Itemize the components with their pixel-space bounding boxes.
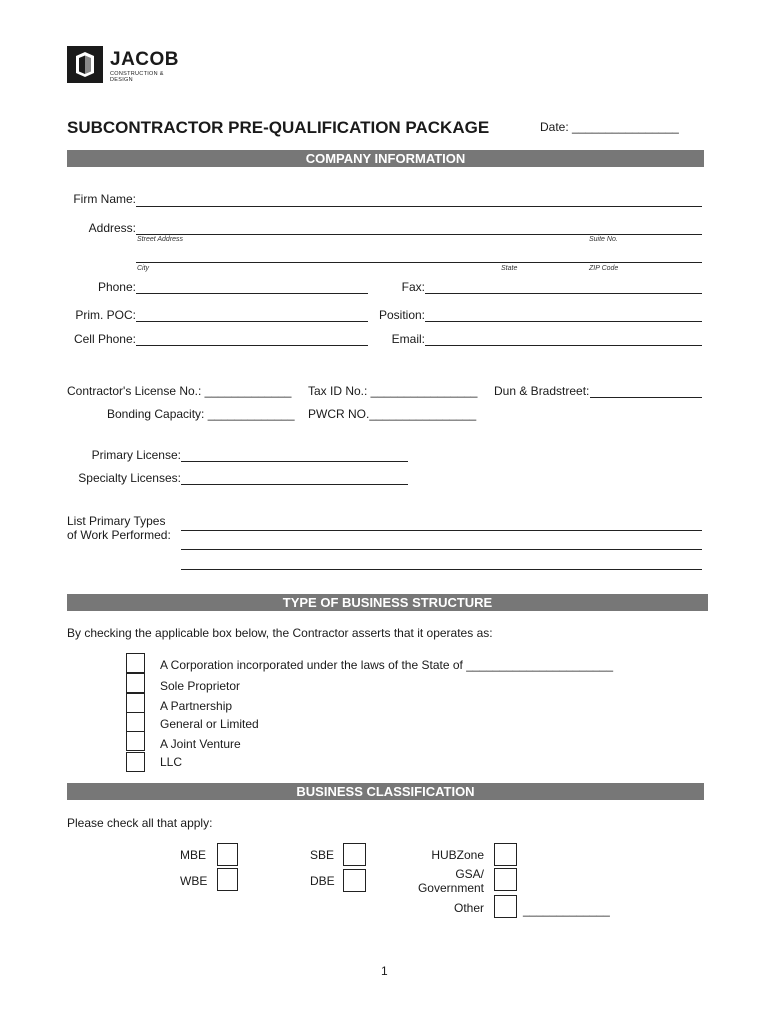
specialty-licenses-label: Specialty Licenses: [78, 471, 181, 485]
work-types-label-1: List Primary Types [67, 514, 166, 528]
mbe-checkbox[interactable] [217, 843, 238, 866]
cell-phone-label: Cell Phone: [73, 332, 136, 346]
logo-tagline: CONSTRUCTION & DESIGN [110, 71, 164, 83]
contractor-license-field[interactable]: Contractor's License No.: _____________ [67, 384, 292, 398]
option-joint-venture: A Joint Venture [160, 737, 241, 751]
sbe-label: SBE [310, 848, 335, 862]
specialty-licenses-field[interactable] [181, 484, 408, 485]
date-field[interactable]: Date: ________________ [540, 120, 679, 134]
option-partnership: A Partnership [160, 699, 233, 713]
hubzone-checkbox[interactable] [494, 843, 517, 866]
joint-venture-checkbox[interactable] [126, 731, 145, 751]
option-corporation: A Corporation incorporated under the laws of the State of ______________________ [160, 658, 614, 672]
option-general-limited: General or Limited [160, 717, 259, 731]
page-title: SUBCONTRACTOR PRE-QUALIFICATION PACKAGE [67, 118, 490, 137]
work-types-field-2[interactable] [181, 549, 702, 550]
section-business-classification: BUSINESS CLASSIFICATION [67, 783, 704, 800]
dun-bradstreet-label: Dun & Bradstreet: [494, 384, 590, 398]
option-sole-proprietor: Sole Proprietor [160, 679, 241, 693]
zip-hint: ZIP Code [589, 265, 619, 272]
logo-name: JACOB [110, 49, 180, 70]
prim-poc-field[interactable] [136, 321, 368, 322]
firm-name-field[interactable] [136, 206, 702, 207]
general-limited-checkbox[interactable] [126, 712, 145, 732]
page-number: 1 [381, 964, 388, 978]
corporation-checkbox[interactable] [126, 653, 145, 673]
wbe-checkbox[interactable] [217, 868, 238, 891]
wbe-label: WBE [180, 874, 208, 888]
gsa-label-1: GSA/ [455, 867, 484, 881]
suite-no-hint: Suite No. [589, 236, 618, 243]
option-llc: LLC [160, 755, 183, 769]
section-business-structure: TYPE OF BUSINESS STRUCTURE [67, 594, 708, 611]
city-state-zip-field[interactable] [136, 262, 702, 263]
state-hint: State [501, 265, 518, 272]
prim-poc-label: Prim. POC: [75, 308, 136, 322]
work-types-label-2: of Work Performed: [67, 528, 171, 542]
position-label: Position: [378, 308, 425, 322]
phone-field[interactable] [136, 293, 368, 294]
section-company-information: COMPANY INFORMATION [67, 150, 704, 167]
business-structure-intro: By checking the applicable box below, the Contractor asserts that it operates as: [67, 626, 493, 640]
gsa-government-checkbox[interactable] [494, 868, 517, 891]
dbe-checkbox[interactable] [343, 869, 366, 892]
llc-checkbox[interactable] [126, 752, 145, 772]
work-types-field-3[interactable] [181, 569, 702, 570]
dbe-label: DBE [310, 874, 335, 888]
sole-proprietor-checkbox[interactable] [126, 673, 145, 693]
dun-bradstreet-field[interactable] [590, 397, 702, 398]
other-checkbox[interactable] [494, 895, 517, 918]
logo-mark-icon [67, 46, 103, 83]
fax-label: Fax: [401, 280, 425, 294]
fax-field[interactable] [425, 293, 702, 294]
partnership-checkbox[interactable] [126, 693, 145, 713]
tax-id-field[interactable]: Tax ID No.: ________________ [308, 384, 478, 398]
primary-license-label: Primary License: [91, 448, 181, 462]
cell-phone-field[interactable] [136, 345, 368, 346]
primary-license-field[interactable] [181, 461, 408, 462]
email-field[interactable] [425, 345, 702, 346]
mbe-label: MBE [180, 848, 207, 862]
bonding-capacity-field[interactable]: Bonding Capacity: _____________ [107, 407, 295, 421]
classification-intro: Please check all that apply: [67, 816, 213, 830]
street-address-hint: Street Address [137, 236, 184, 243]
firm-name-label: Firm Name: [73, 192, 136, 206]
address-label: Address: [88, 221, 136, 235]
hubzone-label: HUBZone [431, 848, 484, 862]
company-logo [67, 46, 187, 84]
email-label: Email: [391, 332, 425, 346]
pwcr-no-field[interactable]: PWCR NO.________________ [308, 407, 477, 421]
city-hint: City [137, 265, 150, 272]
phone-label: Phone: [97, 280, 136, 294]
street-address-field[interactable] [136, 234, 702, 235]
work-types-field-1[interactable] [181, 530, 702, 531]
other-label: Other [453, 901, 484, 915]
position-field[interactable] [425, 321, 702, 322]
gsa-label-2: Government [417, 881, 484, 895]
other-specify-field[interactable]: _____________ [523, 903, 610, 917]
sbe-checkbox[interactable] [343, 843, 366, 866]
